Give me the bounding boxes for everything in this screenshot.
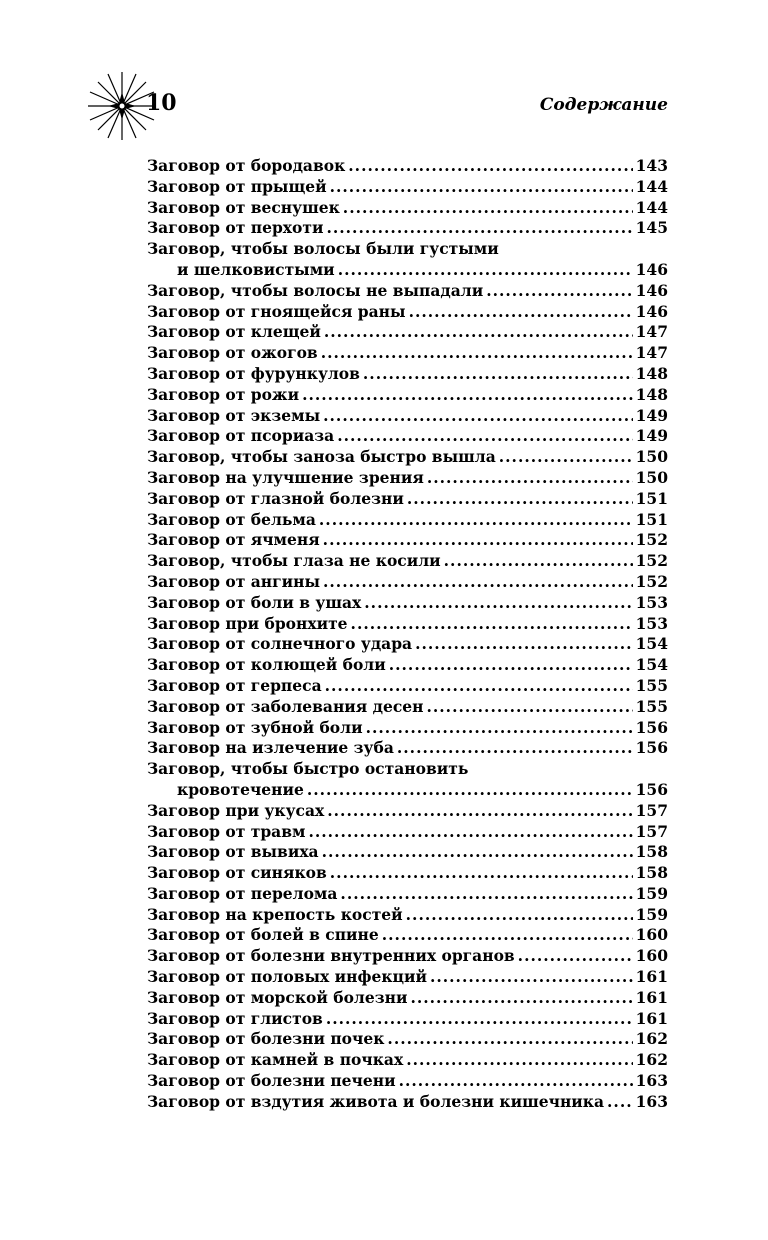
toc-entry-title: Заговор от болей в спине <box>147 925 379 945</box>
toc-line <box>147 406 668 427</box>
toc-line <box>147 593 668 614</box>
dot-leader <box>330 863 633 884</box>
toc-entry <box>147 489 668 510</box>
toc-entry-title: Заговор от синяков <box>147 863 327 883</box>
toc-entry <box>147 364 668 385</box>
toc-entry-title: Заговор от морской болезни <box>147 987 408 1007</box>
toc-entry <box>147 634 668 655</box>
dot-leader <box>389 655 633 676</box>
toc-entry-title: Заговор от псориаза <box>147 426 335 446</box>
toc-entry <box>147 406 668 427</box>
toc-entry-page: 161 <box>635 967 668 987</box>
toc-line <box>147 218 668 239</box>
toc-entry-title: Заговор на крепость костей <box>147 904 403 924</box>
dot-leader <box>397 738 633 759</box>
toc-entry-title: Заговор от вздутия живота и болезни кишечника <box>147 1091 605 1111</box>
toc-entry-page: 143 <box>635 156 668 175</box>
dot-leader <box>607 1092 633 1113</box>
toc-entry-title: Заговор от глистов <box>147 1008 323 1028</box>
toc-entry-title: Заговор, чтобы волосы были густыми <box>147 239 499 259</box>
toc-entry-page: 152 <box>635 571 668 591</box>
toc-entry-page: 158 <box>635 842 668 862</box>
toc-line <box>147 198 668 219</box>
toc-line <box>147 551 668 572</box>
dot-leader <box>340 884 632 905</box>
dot-leader <box>321 343 633 364</box>
toc-entry-page: 146 <box>635 280 668 300</box>
toc-line <box>147 1050 668 1071</box>
toc-line <box>147 447 668 468</box>
toc-entry-page: 154 <box>635 655 668 675</box>
dot-leader <box>382 925 633 946</box>
toc-line <box>147 343 668 364</box>
toc-entry-page: 147 <box>635 322 668 342</box>
toc-entry <box>147 530 668 551</box>
toc-entry-title: Заговор от ожогов <box>147 343 318 363</box>
toc-entry-page: 159 <box>635 904 668 924</box>
toc-entry-page: 154 <box>635 634 668 654</box>
toc-entry <box>147 572 668 593</box>
toc-entry-page: 145 <box>635 218 668 238</box>
toc-entry <box>147 1009 668 1030</box>
toc-entry <box>147 884 668 905</box>
toc-entry-page: 153 <box>635 613 668 633</box>
toc-entry-page: 152 <box>635 530 668 550</box>
dot-leader <box>407 489 633 510</box>
toc-entry <box>147 510 668 531</box>
toc-entry-title: Заговор, чтобы волосы не выпадали <box>147 280 484 300</box>
toc-entry-title: Заговор от заболевания десен <box>147 696 424 716</box>
toc-line <box>147 967 668 988</box>
dot-leader <box>323 530 633 551</box>
toc-entry-title-continuation: и шелковистыми <box>177 259 335 279</box>
toc-entry <box>147 281 668 302</box>
toc-entry-title: Заговор при бронхите <box>147 613 348 633</box>
toc-line <box>147 572 668 593</box>
toc-entry <box>147 156 668 177</box>
toc-line <box>147 634 668 655</box>
toc-entry-title: Заговор от экземы <box>147 405 321 425</box>
toc-entry-page: 152 <box>635 551 668 571</box>
toc-entry <box>147 1092 668 1113</box>
toc-entry <box>147 759 668 801</box>
toc-entry-title: Заговор на улучшение зрения <box>147 467 424 487</box>
toc-entry-title: Заговор, чтобы глаза не косили <box>147 551 441 571</box>
toc-entry-title: Заговор от колющей боли <box>147 655 386 675</box>
toc-line <box>147 738 668 759</box>
toc-entry <box>147 551 668 572</box>
toc-entry-title: Заговор от прыщей <box>147 176 327 196</box>
toc-entry <box>147 801 668 822</box>
toc-line <box>147 905 668 926</box>
toc-entry-title: Заговор от ячменя <box>147 530 320 550</box>
dot-leader <box>406 905 633 926</box>
dot-leader <box>338 260 633 281</box>
toc-entry-title: Заговор от рожи <box>147 384 300 404</box>
toc-line <box>147 510 668 531</box>
dot-leader <box>415 634 633 655</box>
dot-leader <box>351 614 633 635</box>
dot-leader <box>430 967 633 988</box>
toc-line <box>147 281 668 302</box>
dot-leader <box>327 801 632 822</box>
toc-entry-title-continuation: кровотечение <box>177 779 304 799</box>
toc-entry <box>147 655 668 676</box>
toc-entry-title: Заговор от болезни печени <box>147 1071 396 1091</box>
toc-entry-page: 144 <box>635 197 668 217</box>
toc-entry <box>147 385 668 406</box>
toc-line <box>147 655 668 676</box>
toc-entry-title: Заговор, чтобы быстро остановить <box>147 759 469 779</box>
dot-leader <box>499 447 633 468</box>
toc-entry <box>147 177 668 198</box>
toc-entry-title: Заговор от герпеса <box>147 675 322 695</box>
toc-entry-title: Заговор от клещей <box>147 322 321 342</box>
toc-entry-page: 156 <box>635 779 668 799</box>
dot-leader <box>366 718 633 739</box>
toc-line <box>147 822 668 843</box>
toc-entry <box>147 468 668 489</box>
dot-leader <box>337 426 632 447</box>
toc-entry-page: 162 <box>635 1029 668 1049</box>
dot-leader <box>307 780 633 801</box>
toc-line <box>147 302 668 323</box>
toc-entry-title: Заговор на излечение зуба <box>147 738 394 758</box>
page-number: 10 <box>146 90 177 116</box>
toc-entry <box>147 946 668 967</box>
toc-entry-page: 148 <box>635 384 668 404</box>
toc-line <box>147 718 668 739</box>
toc-line <box>147 801 668 822</box>
toc-line-continuation <box>147 780 668 801</box>
toc-entry <box>147 738 668 759</box>
dot-leader <box>322 842 633 863</box>
toc-line <box>147 759 668 780</box>
toc-entry <box>147 1071 668 1092</box>
toc-entry-page: 161 <box>635 987 668 1007</box>
toc-entry-title: Заговор от гноящейся раны <box>147 301 406 321</box>
toc-entry <box>147 863 668 884</box>
toc-entry-page: 149 <box>635 426 668 446</box>
dot-leader <box>308 822 632 843</box>
dot-leader <box>410 988 632 1009</box>
toc-entry <box>147 447 668 468</box>
toc-entry <box>147 343 668 364</box>
toc-entry-page: 150 <box>635 447 668 467</box>
toc-line <box>147 1029 668 1050</box>
toc-entry <box>147 239 668 281</box>
dot-leader <box>348 156 632 177</box>
toc-line <box>147 239 668 260</box>
toc-entry-title: Заговор от травм <box>147 821 306 841</box>
dot-leader <box>444 551 633 572</box>
dot-leader <box>343 198 633 219</box>
dot-leader <box>486 281 632 302</box>
toc-entry-page: 160 <box>635 925 668 945</box>
toc-line <box>147 177 668 198</box>
toc-line <box>147 842 668 863</box>
toc-entry <box>147 697 668 718</box>
toc-entry-page: 157 <box>635 821 668 841</box>
toc-entry-page: 158 <box>635 863 668 883</box>
toc-entry-page: 161 <box>635 1008 668 1028</box>
dot-leader <box>427 468 633 489</box>
toc-entry <box>147 322 668 343</box>
toc-entry-title: Заговор от камней в почках <box>147 1050 404 1070</box>
toc-entry <box>147 614 668 635</box>
toc-entry-title: Заговор от ангины <box>147 571 321 591</box>
toc-entry-title: Заговор от болезни почек <box>147 1029 385 1049</box>
toc-entry-page: 150 <box>635 467 668 487</box>
toc-entry <box>147 593 668 614</box>
toc-entry <box>147 426 668 447</box>
dot-leader <box>409 302 633 323</box>
toc-entry <box>147 988 668 1009</box>
toc-entry-page: 155 <box>635 696 668 716</box>
toc-line <box>147 322 668 343</box>
toc-line <box>147 385 668 406</box>
toc-entry-page: 156 <box>635 738 668 758</box>
toc-line <box>147 614 668 635</box>
toc-entry-page: 146 <box>635 259 668 279</box>
toc-entry <box>147 198 668 219</box>
toc-entry <box>147 676 668 697</box>
toc-entry-page: 153 <box>635 592 668 612</box>
toc-entry <box>147 218 668 239</box>
toc-line <box>147 468 668 489</box>
toc-entry-title: Заговор от половых инфекций <box>147 967 427 987</box>
dot-leader <box>426 697 632 718</box>
toc-line <box>147 156 668 177</box>
toc-entry-page: 149 <box>635 405 668 425</box>
dot-leader <box>387 1029 632 1050</box>
toc-entry-title: Заговор от боли в ушах <box>147 592 362 612</box>
toc-entry-title: Заговор от глазной болезни <box>147 488 404 508</box>
toc-entry-title: Заговор от фурункулов <box>147 363 360 383</box>
toc-line <box>147 1071 668 1092</box>
toc-line <box>147 697 668 718</box>
dot-leader <box>326 218 632 239</box>
dot-leader <box>406 1050 632 1071</box>
toc-line <box>147 530 668 551</box>
toc-entry <box>147 925 668 946</box>
toc-line <box>147 426 668 447</box>
toc-entry-page: 156 <box>635 717 668 737</box>
toc-entry-page: 163 <box>635 1091 668 1111</box>
toc-entry-page: 146 <box>635 301 668 321</box>
dot-leader <box>319 510 633 531</box>
toc-entry-title: Заговор от веснушек <box>147 197 340 217</box>
toc-line <box>147 863 668 884</box>
dot-leader <box>324 322 633 343</box>
toc-entry-page: 147 <box>635 343 668 363</box>
dot-leader <box>323 572 633 593</box>
toc-line <box>147 946 668 967</box>
toc-line <box>147 1092 668 1113</box>
dot-leader <box>363 364 633 385</box>
toc-entry-page: 160 <box>635 946 668 966</box>
dot-leader <box>518 946 633 967</box>
toc-entry-title: Заговор от зубной боли <box>147 717 363 737</box>
toc-entry-title: Заговор от перхоти <box>147 218 324 238</box>
toc-entry-page: 159 <box>635 883 668 903</box>
toc-entry-page: 151 <box>635 488 668 508</box>
toc-entry-title: Заговор от болезни внутренних органов <box>147 946 515 966</box>
running-head: Содержание <box>539 95 668 115</box>
toc-entry-title: Заговор, чтобы заноза быстро вышла <box>147 447 496 467</box>
toc-line <box>147 489 668 510</box>
toc-line <box>147 925 668 946</box>
toc-entry <box>147 718 668 739</box>
toc-entry-title: Заговор от солнечного удара <box>147 634 413 654</box>
toc-entry-page: 163 <box>635 1071 668 1091</box>
toc-entry <box>147 905 668 926</box>
toc-entry-page: 157 <box>635 800 668 820</box>
dot-leader <box>326 1009 633 1030</box>
toc-line <box>147 364 668 385</box>
toc-entry-title: Заговор от бородавок <box>147 156 346 175</box>
toc-line <box>147 676 668 697</box>
dot-leader <box>364 593 632 614</box>
dot-leader <box>330 177 633 198</box>
toc-entry-page: 162 <box>635 1050 668 1070</box>
toc-entry-title: Заговор при укусах <box>147 800 325 820</box>
dot-leader <box>302 385 633 406</box>
toc-line <box>147 884 668 905</box>
toc-entry <box>147 1050 668 1071</box>
dot-leader <box>325 676 633 697</box>
toc-line-continuation <box>147 260 668 281</box>
toc-entry <box>147 1029 668 1050</box>
toc-entry-title: Заговор от вывиха <box>147 842 319 862</box>
toc-entry <box>147 302 668 323</box>
dot-leader <box>323 406 633 427</box>
table-of-contents <box>147 156 668 1113</box>
toc-entry <box>147 822 668 843</box>
dot-leader <box>399 1071 633 1092</box>
toc-entry-page: 144 <box>635 176 668 196</box>
toc-entry-page: 151 <box>635 509 668 529</box>
toc-line <box>147 1009 668 1030</box>
toc-line <box>147 988 668 1009</box>
toc-entry <box>147 842 668 863</box>
toc-entry-title: Заговор от бельма <box>147 509 316 529</box>
toc-entry-page: 155 <box>635 675 668 695</box>
toc-entry-title: Заговор от перелома <box>147 883 338 903</box>
toc-entry-page: 148 <box>635 363 668 383</box>
toc-entry <box>147 967 668 988</box>
